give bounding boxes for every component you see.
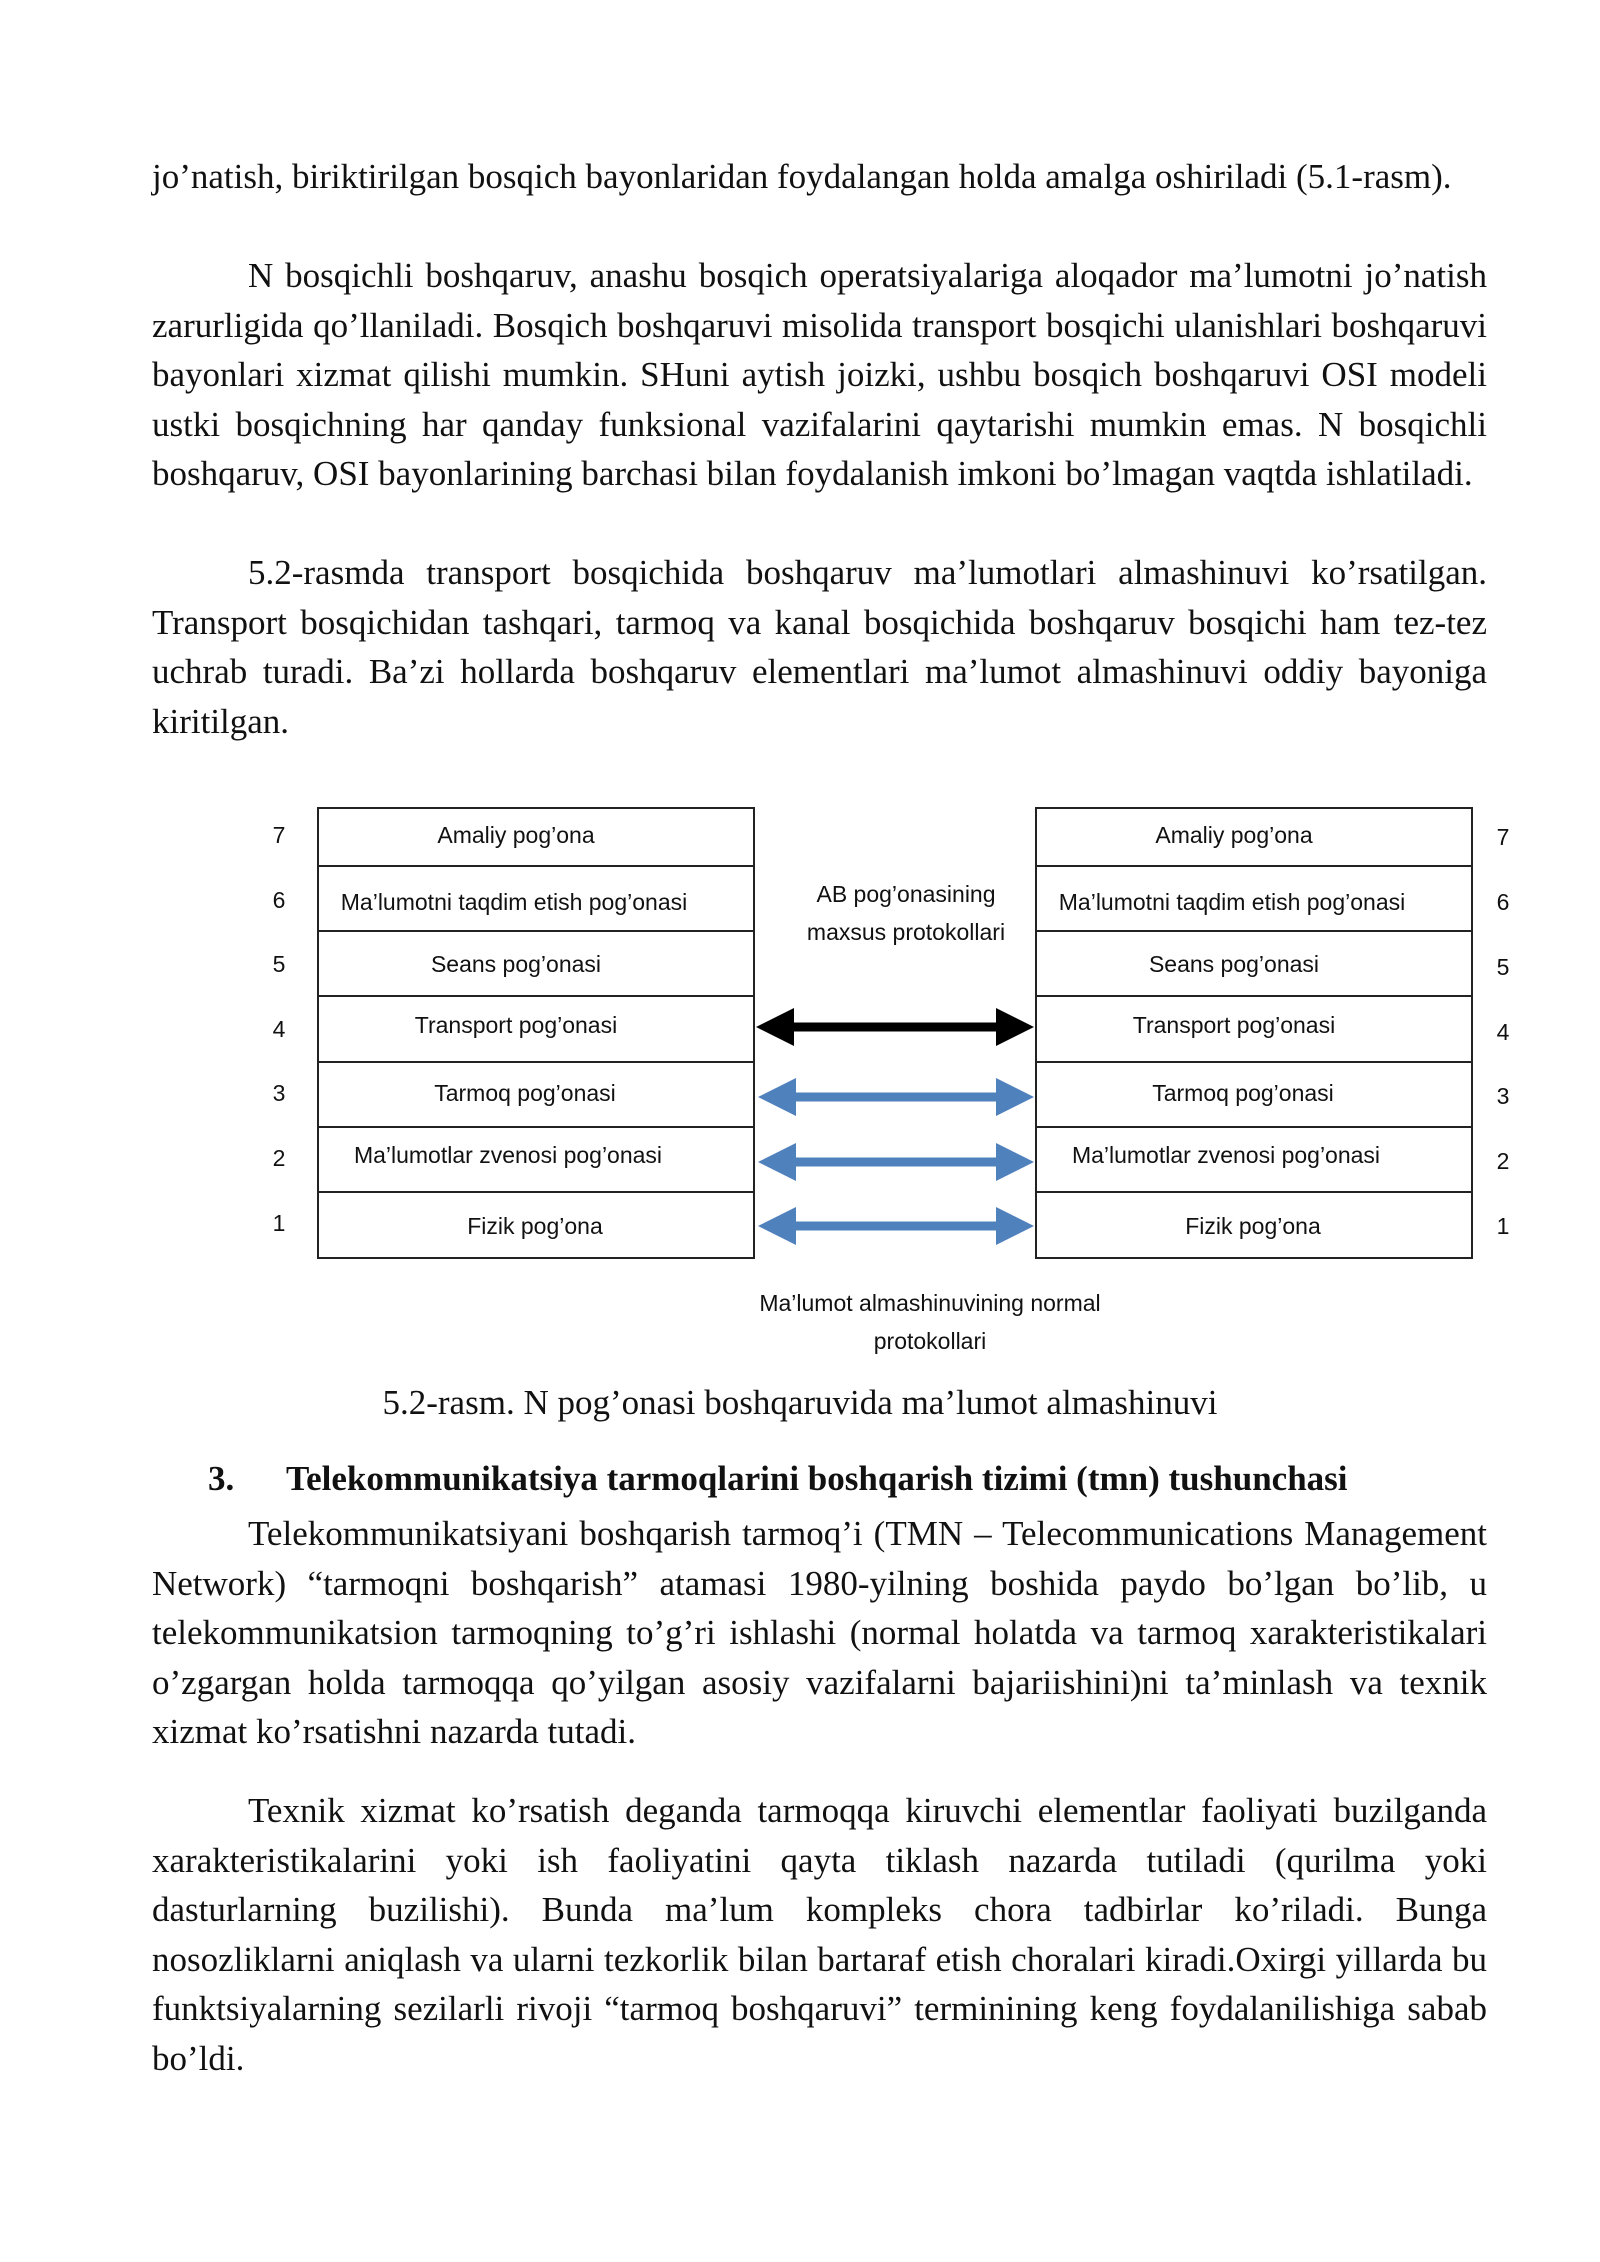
network-arrow — [758, 1078, 1034, 1116]
left-number-6: 6 — [272, 887, 286, 913]
figure-caption: 5.2-rasm. N pog’onasi boshqaruvida ma’lumot almashinuvi — [382, 1383, 1218, 1422]
transport-arrow — [756, 1008, 1034, 1046]
right-layer-2-label: Ma’lumotlar zvenosi pog’onasi — [1071, 1142, 1381, 1168]
right-number-7: 7 — [1496, 824, 1510, 850]
paragraph-2: N bosqichli boshqaruv, anashu bosqich operatsiyalariga aloqador ma’lumotni jo’natish zarurligida qo’llaniladi. Bosqich boshqaruvi misolida transport bosqichi ulanishlari boshqaruvi bayonlari xizmat qilishi mumkin. SHuni aytish joizki, ushbu bosqich boshqaruvi OSI modeli ustki bosqichning har qanday funksional vazifalarini qaytarishi mumkin emas. N bosqichli boshqaruv, OSI bayonlarining barchasi bilan foydalanish imkoni bo’lmagan vaqtda ishlatiladi. — [152, 256, 1487, 493]
physical-arrow — [758, 1207, 1034, 1245]
left-layer-1-label: Fizik pog’ona — [467, 1213, 603, 1239]
paragraph-5: Texnik xizmat ko’rsatish deganda tarmoqqa kiruvchi elementlar faoliyati buzilganda xarakteristikalarini yoki ish faoliyatini qayta tiklash nazarda tutiladi (qurilma yoki dasturlarning buzilishi). Bunda ma’lum kompleks chora tadbirlar ko’riladi. Bunga nosozliklarni aniqlash va ularni tezkorlik bilan bartaraf etish choralari kiradi.Oxirgi yillarda bu funktsiyalarning sezilarli rivoji “tarmoq boshqaruvi” terminining keng foydalanilishiga sabab bo’ldi. — [152, 1791, 1487, 2078]
left-layer-7-label: Amaliy pog’ona — [437, 822, 595, 848]
normal-protocols-label-line2: protokollari — [873, 1328, 987, 1354]
right-number-5: 5 — [1496, 954, 1510, 980]
left-layer-5-label: Seans pog’onasi — [430, 951, 602, 977]
left-number-5: 5 — [272, 951, 286, 977]
right-layer-4-label: Transport pog’onasi — [1132, 1012, 1336, 1038]
section-title: Telekommunikatsiya tarmoqlarini boshqarish tizimi (tmn) tushunchasi — [286, 1459, 1348, 1498]
right-number-4: 4 — [1496, 1019, 1510, 1045]
right-layer-3-label: Tarmoq pog’onasi — [1152, 1080, 1334, 1106]
paragraph-3: 5.2-rasmda transport bosqichida boshqaruv ma’lumotlari almashinuvi ko’rsatilgan. Transport bosqichidan tashqari, tarmoq va kanal bosqichida boshqaruv bosqichi ham tez-tez uchrab turadi. Ba’zi hollarda boshqaruv elementlari ma’lumot almashinuvi oddiy bayoniga kiritilgan. — [152, 553, 1487, 741]
right-number-2: 2 — [1496, 1148, 1510, 1174]
paragraph-4: Telekommunikatsiyani boshqarish tarmoq’i (TMN – Telecommunications Management Network) “tarmoqni boshqarish” atamasi 1980-yilning boshida paydo bo’lgan bo’lib, u telekommunikatsion tarmoqning to’g’ri ishlashi (normal holatda va tarmoq xarakteristikalari o’zgargan holda tarmoqqa qo’yilgan asosiy vazifalarni bajariishini)ni ta’minlash va texnik xizmat ko’rsatishni nazarda tutadi. — [152, 1514, 1487, 1751]
left-number-2: 2 — [272, 1145, 286, 1171]
left-number-3: 3 — [272, 1080, 286, 1106]
right-layer-1-label: Fizik pog’ona — [1185, 1213, 1321, 1239]
datalink-arrow — [758, 1143, 1034, 1181]
left-layer-4-label: Transport pog’onasi — [414, 1012, 618, 1038]
right-layer-7-label: Amaliy pog’ona — [1155, 822, 1313, 848]
left-number-1: 1 — [272, 1210, 286, 1236]
right-layer-6-label: Ma’lumotni taqdim etish pog’onasi — [1058, 889, 1406, 915]
right-number-6: 6 — [1496, 889, 1510, 915]
special-protocols-label-line1: AB pog’onasining — [816, 881, 996, 907]
right-layer-5-label: Seans pog’onasi — [1148, 951, 1320, 977]
left-layer-3-label: Tarmoq pog’onasi — [434, 1080, 616, 1106]
left-number-7: 7 — [272, 822, 286, 848]
paragraph-1: jo’natish, biriktirilgan bosqich bayonlaridan foydalangan holda amalga oshiriladi (5.1-rasm). — [152, 157, 1452, 196]
left-number-4: 4 — [272, 1016, 286, 1042]
left-layer-2-label: Ma’lumotlar zvenosi pog’onasi — [353, 1142, 663, 1168]
right-stack — [1036, 808, 1472, 1258]
normal-protocols-label-line1: Ma’lumot almashinuvining normal — [759, 1290, 1101, 1316]
left-stack — [318, 808, 754, 1258]
right-number-1: 1 — [1496, 1213, 1510, 1239]
section-number: 3. — [208, 1459, 235, 1498]
left-layer-6-label: Ma’lumotni taqdim etish pog’onasi — [340, 889, 688, 915]
special-protocols-label-line2: maxsus protokollari — [806, 919, 1006, 945]
right-number-3: 3 — [1496, 1083, 1510, 1109]
